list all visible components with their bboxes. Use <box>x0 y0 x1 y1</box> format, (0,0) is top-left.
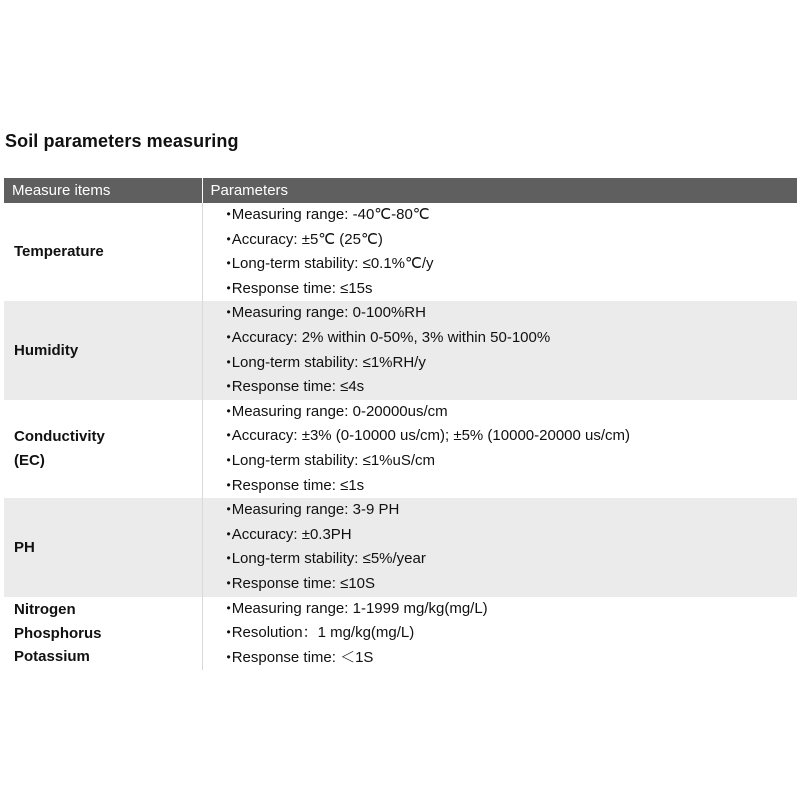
parameter-text: Long-term stability: ≤0.1%℃/y <box>231 255 434 273</box>
bullet-icon: • <box>226 231 231 246</box>
measure-item-label: Nitrogen <box>14 601 76 619</box>
parameters-cell <box>202 597 797 671</box>
bullet-icon: • <box>226 477 231 492</box>
bullet-icon: • <box>226 329 231 344</box>
bullet-icon: • <box>226 452 231 467</box>
parameter-text: Measuring range: 0-100%RH <box>231 304 426 322</box>
bullet-icon: • <box>226 600 231 615</box>
parameters-cell <box>202 203 797 301</box>
soil-parameters-table <box>4 178 797 670</box>
parameter-line <box>227 498 798 523</box>
parameter-line <box>227 646 798 671</box>
bullet-icon: • <box>226 207 231 221</box>
bullet-icon: • <box>226 256 231 271</box>
parameter-line <box>227 474 798 499</box>
measure-item-cell <box>4 498 202 596</box>
parameter-text: Accuracy: 2% within 0-50%, 3% within 50-100% <box>231 328 551 346</box>
parameter-line <box>227 228 798 253</box>
parameter-line <box>227 252 798 277</box>
parameter-line <box>227 547 798 572</box>
measure-item-label: PH <box>14 538 35 556</box>
parameter-text: Accuracy: ±0.3PH <box>231 525 352 543</box>
parameter-line <box>227 597 798 622</box>
measure-item-label: Phosphorus <box>14 624 102 642</box>
measure-item-cell <box>4 400 202 498</box>
header-parameters: Parameters <box>202 178 797 203</box>
parameters-cell <box>202 498 797 596</box>
measure-item-cell <box>4 301 202 399</box>
bullet-icon: • <box>226 379 231 394</box>
parameter-text: Response time: ≤15s <box>231 279 373 297</box>
parameter-text: Accuracy: ±5℃ (25℃) <box>231 230 383 248</box>
measure-item-cell <box>4 203 202 301</box>
parameter-text: Long-term stability: ≤5%/year <box>231 550 426 568</box>
measure-item-label: (EC) <box>14 451 45 469</box>
parameter-text: Response time: ≤1s <box>231 476 365 494</box>
bullet-icon: • <box>226 575 231 590</box>
measure-item-label: Temperature <box>14 243 104 261</box>
parameter-line <box>227 326 798 351</box>
header-measure-items: Measure items <box>4 178 202 203</box>
bullet-icon: • <box>226 502 231 517</box>
parameter-line <box>227 572 798 597</box>
bullet-icon: • <box>226 649 231 664</box>
parameter-line <box>227 449 798 474</box>
table-row-ph <box>4 498 797 596</box>
table-row-humidity <box>4 301 797 399</box>
parameter-line <box>227 203 798 228</box>
bullet-icon: • <box>226 625 231 640</box>
parameters-cell <box>202 301 797 399</box>
measure-item-label: Humidity <box>14 341 79 359</box>
page-title: Soil parameters measuring <box>5 131 239 151</box>
table-header-row <box>4 178 797 203</box>
parameters-cell <box>202 400 797 498</box>
parameter-text: Long-term stability: ≤1%uS/cm <box>231 451 436 469</box>
bullet-icon: • <box>226 305 231 320</box>
parameter-text: Long-term stability: ≤1%RH/y <box>231 353 426 371</box>
parameter-text: Measuring range: 1-1999 mg/kg(mg/L) <box>231 599 488 617</box>
bullet-icon: • <box>226 354 231 369</box>
table-row-npk <box>4 597 797 671</box>
parameter-line <box>227 351 798 376</box>
parameter-line <box>227 301 798 326</box>
measure-item-cell <box>4 597 202 671</box>
parameter-text: Measuring range: 3-9 PH <box>231 501 400 519</box>
table-row-conductivity <box>4 400 797 498</box>
bullet-icon: • <box>226 403 231 418</box>
parameter-line <box>227 400 798 425</box>
parameter-text: Accuracy: ±3% (0-10000 us/cm); ±5% (10000-20000 us/cm) <box>231 427 631 445</box>
parameter-text: Measuring range: -40℃-80℃ <box>231 206 430 223</box>
parameter-line <box>227 523 798 548</box>
measure-item-label: Potassium <box>14 648 90 666</box>
parameter-text: Measuring range: 0-20000us/cm <box>231 402 448 420</box>
parameter-line <box>227 424 798 449</box>
parameter-text: Response time: ＜1S <box>231 648 374 666</box>
parameter-line <box>227 621 798 646</box>
bullet-icon: • <box>226 428 231 443</box>
parameter-text: Response time: ≤4s <box>231 378 365 396</box>
bullet-icon: • <box>226 551 231 566</box>
bullet-icon: • <box>226 280 231 295</box>
parameter-line <box>227 277 798 302</box>
measure-item-label: Conductivity <box>14 428 105 446</box>
parameter-text: Resolution：1 mg/kg(mg/L) <box>231 624 415 642</box>
parameter-text: Response time: ≤10S <box>231 574 376 592</box>
parameter-line <box>227 375 798 400</box>
bullet-icon: • <box>226 526 231 541</box>
table-row-temperature <box>4 203 797 301</box>
